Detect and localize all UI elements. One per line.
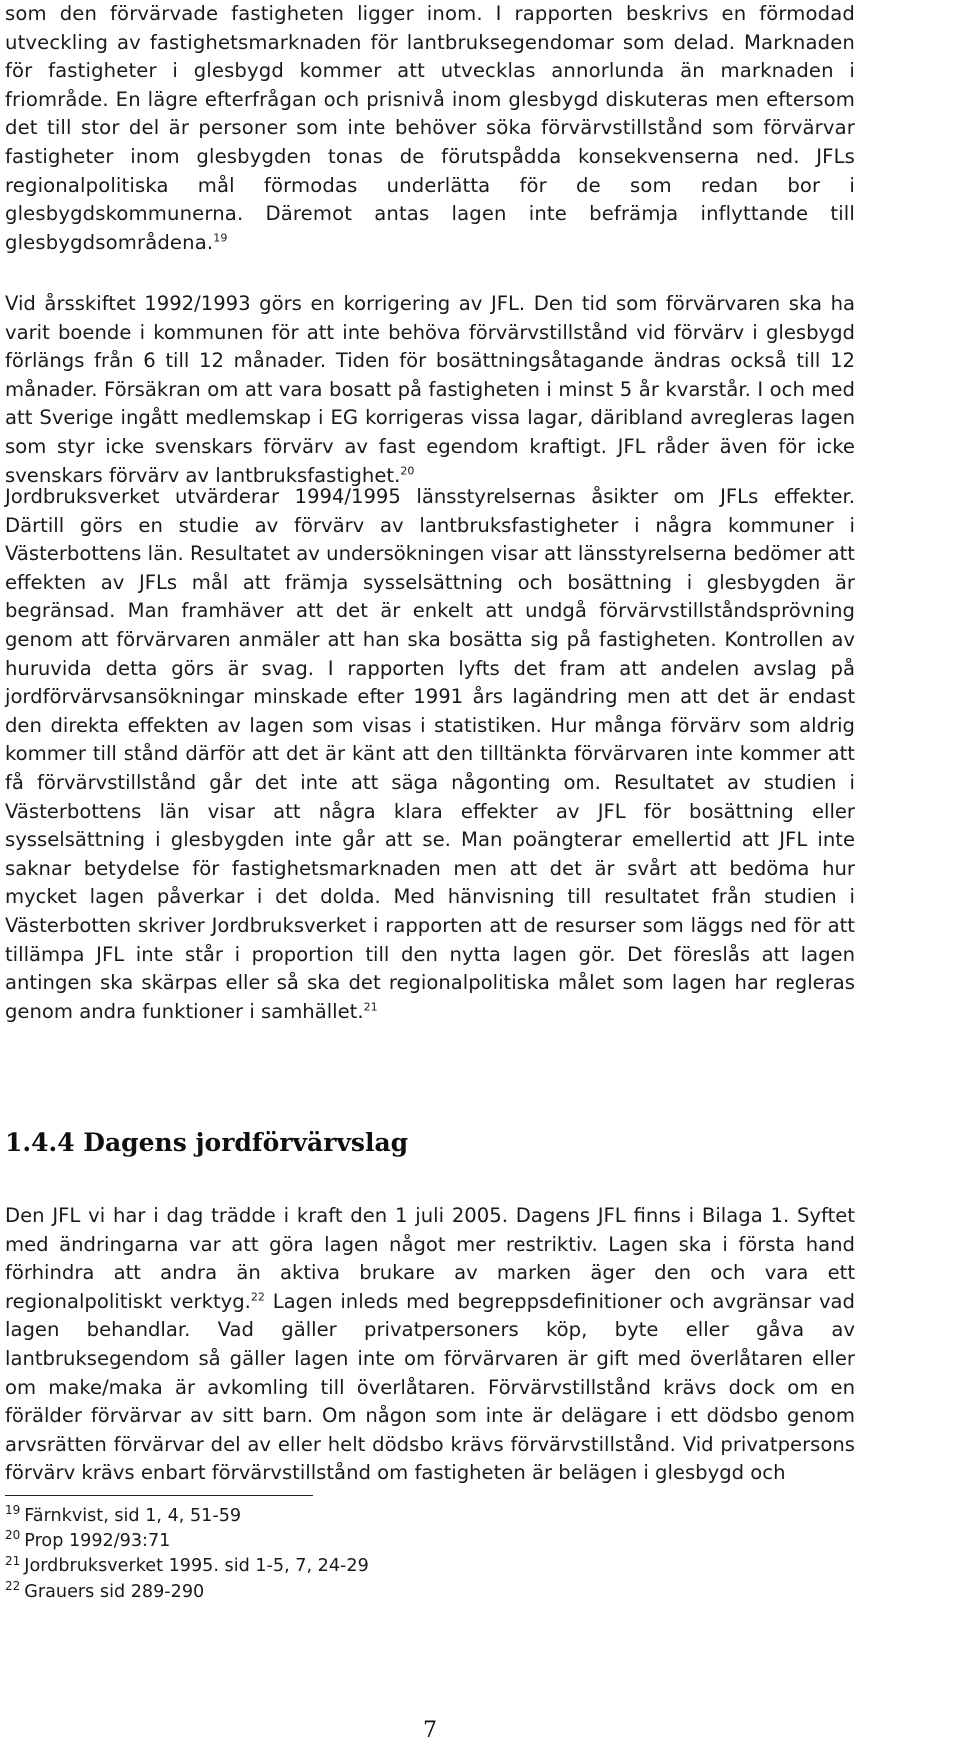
- footnote-ref-22[interactable]: 22: [250, 1290, 265, 1304]
- footnote-ref-21[interactable]: 21: [363, 1000, 378, 1014]
- footnote-text: Prop 1992/93:71: [24, 1531, 171, 1552]
- paragraph-text: Jordbruksverket utvärderar 1994/1995 länsstyrelsernas åsikter om JFLs effekter. Därtill görs en studie av förvärv av lantbruksfastigheter i några kommuner i Västerbottens län. Resultatet av undersökningen visar att länsstyrelserna bedömer att effekten av JFLs mål att främja sysselsättning och bosättning i glesbygden är begränsad. Man framhäver att det är enkelt att undgå förvärvstillståndsprövning genom att förvärvaren anmäler att han ska bosätta sig på fastigheten. Kontrollen av huruvida detta görs är svag. I rapporten lyfts det fram att andelen avslag på jordförvärvsansökningar minskade efter 1991 års lagändring men att det är endast den direkta effekten av lagen som visas i statistiken. Hur många förvärv som aldrig kommer till stånd därför att det är känt att den tilltänkta förvärvaren inte kommer att få förvärvstillstånd går det inte att säga någonting om. Resultatet av studien i Västerbottens län visar att några klara effekter av JFL för bosättning eller sysselsättning i glesbygden inte går att se. Man poängterar emellertid att JFL inte saknar betydelse för fastighetsmarknaden men att det är svårt att bedöma hur mycket lagen påverkar i det dolda. Med hänvisning till resultatet från studien i Västerbotten skriver Jordbruksverket i rapporten att de resurser som läggs ned för att tillämpa JFL inte står i proportion till den nytta lagen gör. Det föreslås att lagen antingen ska skärpas eller så ska det regionalpolitiska målet som lagen har regleras genom andra funktioner i samhället.: [5, 485, 855, 1023]
- paragraph-text: Vid årsskiftet 1992/1993 görs en korrigering av JFL. Den tid som förvärvaren ska ha varit boende i kommunen för att inte behöva förvärvstillstånd vid förvärv i glesbygd förlängs från 6 till 12 månader. Tiden för bosättningsåtagande ändras också till 12 månader. Försäkran om att vara bosatt på fastigheten i minst 5 år kvarstår. I och med att Sverige ingått medlemskap i EG korrigeras vissa lagar, däribland avregleras lagen som styr icke svenskars förvärv av fast egendom kraftigt. JFL råder även för icke svenskars förvärv av lantbruksfastighet.: [5, 292, 855, 487]
- footnote-21: [5, 1554, 369, 1579]
- paragraph-jordbruksverket-evaluation: [5, 483, 855, 1026]
- footnote-text: Grauers sid 289-290: [24, 1581, 205, 1602]
- paragraph-jfl-report-summary: [5, 0, 855, 257]
- paragraph-current-law: [5, 1202, 855, 1488]
- footnote-20: [5, 1529, 369, 1554]
- footnote-number: 21: [5, 1553, 21, 1568]
- footnote-ref-19[interactable]: 19: [213, 231, 228, 245]
- paragraph-text-continued: Lagen inleds med begreppsdefinitioner och avgränsar vad lagen behandlar. Vad gäller privatpersoners köp, byte eller gåva av lantbruksegendom så gäller lagen inte om förvärvaren är gift med överlåtaren eller om make/maka är avkomling till överlåtaren. Förvärvstillstånd krävs dock om en förälder förvärvar av sitt barn. Om någon som inte är delägare i ett dödsbo genom arvsrätten förvärvar del av eller helt dödsbo krävs förvärvstillstånd. Vid privatpersons förvärv krävs enbart förvärvstillstånd om fastigheten är belägen i glesbygd och: [5, 1289, 855, 1485]
- footnote-number: 22: [5, 1578, 21, 1593]
- paragraph-1992-correction: [5, 290, 855, 490]
- footnote-ref-20[interactable]: 20: [400, 464, 415, 478]
- footnote-number: 20: [5, 1528, 21, 1543]
- footnote-text: Jordbruksverket 1995. sid 1-5, 7, 24-29: [24, 1556, 369, 1577]
- footnote-text: Färnkvist, sid 1, 4, 51-59: [24, 1506, 242, 1526]
- footnotes: [5, 1504, 369, 1605]
- paragraph-text: som den förvärvade fastigheten ligger inom. I rapporten beskrivs en förmodad utveckling av fastighetsmarknaden för lantbruksegendomar som delad. Marknaden för fastigheter i glesbygd kommer att utvecklas annorlunda än marknaden i friområde. En lägre efterfrågan och prisnivå inom glesbygd diskuteras men eftersom det till stor del är personer som inte behöver söka förvärvstillstånd som förvärvar fastigheter inom glesbygden tonas de förutspådda konsekvenserna ned. JFLs regionalpolitiska mål förmodas underlätta för de som redan bor i glesbygdskommunerna. Däremot antas lagen inte befrämja inflyttande till glesbygdsområdena.: [5, 2, 855, 254]
- footnote-number: 19: [5, 1503, 21, 1518]
- section-heading: 1.4.4 Dagens jordförvärvslag: [5, 1128, 409, 1157]
- footnote-19: [5, 1504, 369, 1529]
- footnote-separator: [5, 1495, 313, 1496]
- footnote-22: [5, 1580, 369, 1605]
- page-number: 7: [423, 1718, 437, 1743]
- paragraph-text: Den JFL vi har i dag trädde i kraft den 1 juli 2005. Dagens JFL finns i Bilaga 1. Syftet med ändringarna var att göra lagen något mer restriktiv. Lagen ska i första hand förhindra att andra än aktiva brukare av marken äger den och vara ett regionalpolitiskt verktyg.: [5, 1204, 855, 1313]
